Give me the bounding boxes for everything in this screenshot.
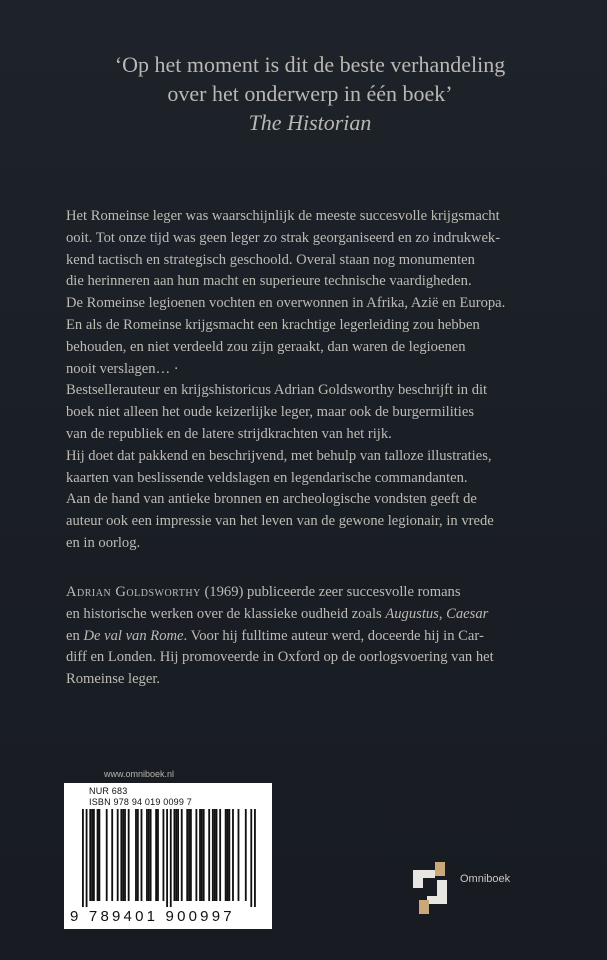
author-bio-line-4: diff en Londen. Hij promoveerde in Oxford op de oorlogsvoering van het — [66, 649, 494, 666]
barcode-bar — [186, 809, 188, 901]
publisher-name: Omniboek — [460, 873, 511, 885]
barcode-bar — [141, 809, 143, 901]
barcode-bar — [137, 809, 139, 901]
barcode-bar — [228, 809, 230, 901]
barcode-bar — [170, 809, 172, 907]
barcode-bar — [166, 809, 168, 907]
blurb-line: Bestsellerauteur en krijgshistoricus Adrian Goldsworthy beschrijft in dit — [66, 382, 488, 399]
author-bio-text: (1969) publiceerde zeer succesvolle romans — [200, 584, 461, 600]
blurb-line: ooit. Tot onze tijd was geen leger zo strak georganiseerd en zo indrukwek- — [66, 229, 501, 246]
isbn-barcode — [64, 809, 272, 907]
barcode-bar — [201, 809, 203, 901]
blurb-text — [66, 206, 566, 555]
author-bio-line-1 — [66, 582, 566, 604]
barcode-bar — [181, 809, 183, 901]
blurb-line: Aan de hand van antieke bronnen en archeologische vondsten geeft de — [66, 491, 477, 508]
barcode-bar — [225, 809, 227, 901]
barcode-bar — [203, 809, 205, 901]
barcode-bar — [214, 809, 216, 901]
blurb-line: Hij doet dat pakkend en beschrijvend, met behulp van talloze illustraties, — [66, 447, 492, 464]
barcode-bar — [82, 809, 84, 907]
barcode-bar — [93, 809, 95, 901]
barcode-bar — [175, 809, 177, 901]
barcode-bar — [219, 809, 221, 901]
barcode-bar — [106, 809, 108, 901]
barcode-bar — [86, 809, 88, 907]
barcode-bar — [174, 809, 176, 901]
author-bio-text: . Voor hij fulltime auteur werd, doceerde hij in Car- — [183, 627, 484, 644]
barcode-digits: 9 789401 900997 — [70, 908, 235, 925]
blurb-line: en in oorlog. — [66, 534, 141, 551]
blurb-line: die herinneren aan hun macht en superieure technische vaardigheden. — [66, 273, 472, 290]
barcode-bar — [97, 809, 99, 901]
quote-line-1: ‘Op het moment is dit de beste verhandeling — [114, 52, 506, 77]
book-title-caesar: Caesar — [446, 605, 489, 622]
author-bio-text: en — [66, 627, 84, 644]
blurb-line: nooit verslagen… · — [66, 360, 179, 377]
blurb-line: kaarten van beslissende veldslagen en legendarische commandanten. — [66, 469, 468, 486]
nur-code: NUR 683 — [89, 786, 128, 796]
barcode-bar — [157, 809, 159, 901]
barcode-bar — [250, 809, 252, 907]
author-bio-line-5: Romeinse leger. — [66, 671, 161, 688]
author-bio-text: , — [438, 605, 447, 622]
blurb-line: auteur ook een impressie van het leven van de gewone legionair, in vrede — [66, 513, 494, 530]
barcode-bar — [188, 809, 190, 901]
barcode-bar — [89, 809, 91, 901]
book-title-de-val-van-rome: De val van Rome — [83, 627, 184, 644]
barcode-bar — [216, 809, 218, 901]
blurb-line: behouden, en niet verdeeld zou zijn geraakt, dan waren de legioenen — [66, 338, 466, 355]
author-name: Adrian Goldsworthy — [66, 584, 201, 600]
barcode-bar — [212, 809, 214, 901]
quote-line-2: over het onderwerp in één boek’ — [167, 81, 453, 106]
barcode-label — [64, 783, 272, 929]
blurb-line: van de republiek en de latere strijdkrachten van het rijk. — [66, 425, 392, 442]
author-bio-line-2 — [66, 604, 566, 626]
barcode-bar — [98, 809, 100, 901]
blurb-line: kend tactisch en strategisch geschoold. Overal staan nog monumenten — [66, 251, 475, 268]
barcode-bar — [124, 809, 126, 901]
book-title-augustus: Augustus — [385, 605, 439, 622]
barcode-bar — [190, 809, 192, 901]
barcode-bar — [177, 809, 179, 901]
author-bio-text: en historische werken over de klassieke oudheid zoals — [66, 605, 386, 622]
barcode-bar — [199, 809, 201, 901]
omniboek-logo-icon — [411, 860, 451, 916]
blurb-line: En als de Romeinse krijgsmacht een krachtige legerleiding zou hebben — [66, 316, 480, 333]
barcode-bar — [122, 809, 124, 901]
author-bio — [66, 582, 566, 691]
quote-source: The Historian — [248, 110, 372, 135]
author-bio-line-3 — [66, 626, 566, 648]
barcode-bar — [146, 809, 148, 901]
publisher-url: www.omniboek.nl — [104, 769, 175, 779]
blurb-line: Het Romeinse leger was waarschijnlijk de meeste succesvolle krijgsmacht — [66, 208, 500, 224]
barcode-bar — [208, 809, 210, 901]
barcode-bar — [254, 809, 256, 907]
barcode-bar — [128, 809, 130, 901]
barcode-bar — [91, 809, 93, 901]
barcode-bar — [232, 809, 234, 901]
barcode-bar — [150, 809, 152, 901]
blurb-line: boek niet alleen het oude keizerlijke leger, maar ook de burgermilities — [66, 404, 475, 421]
barcode-bar — [245, 809, 247, 901]
barcode-bar — [135, 809, 137, 901]
barcode-bar — [163, 809, 165, 901]
isbn-number: ISBN 978 94 019 0099 7 — [89, 797, 192, 807]
barcode-bar — [117, 809, 119, 901]
barcode-bar — [148, 809, 150, 901]
barcode-bar — [120, 809, 122, 901]
barcode-bar — [155, 809, 157, 901]
barcode-bar — [195, 809, 197, 901]
blurb-line: De Romeinse legioenen vochten en overwonnen in Afrika, Azië en Europa. — [66, 295, 506, 312]
barcode-bar — [111, 809, 113, 901]
barcode-bar — [238, 809, 240, 901]
barcode-bar — [227, 809, 229, 901]
review-quote — [40, 50, 580, 137]
